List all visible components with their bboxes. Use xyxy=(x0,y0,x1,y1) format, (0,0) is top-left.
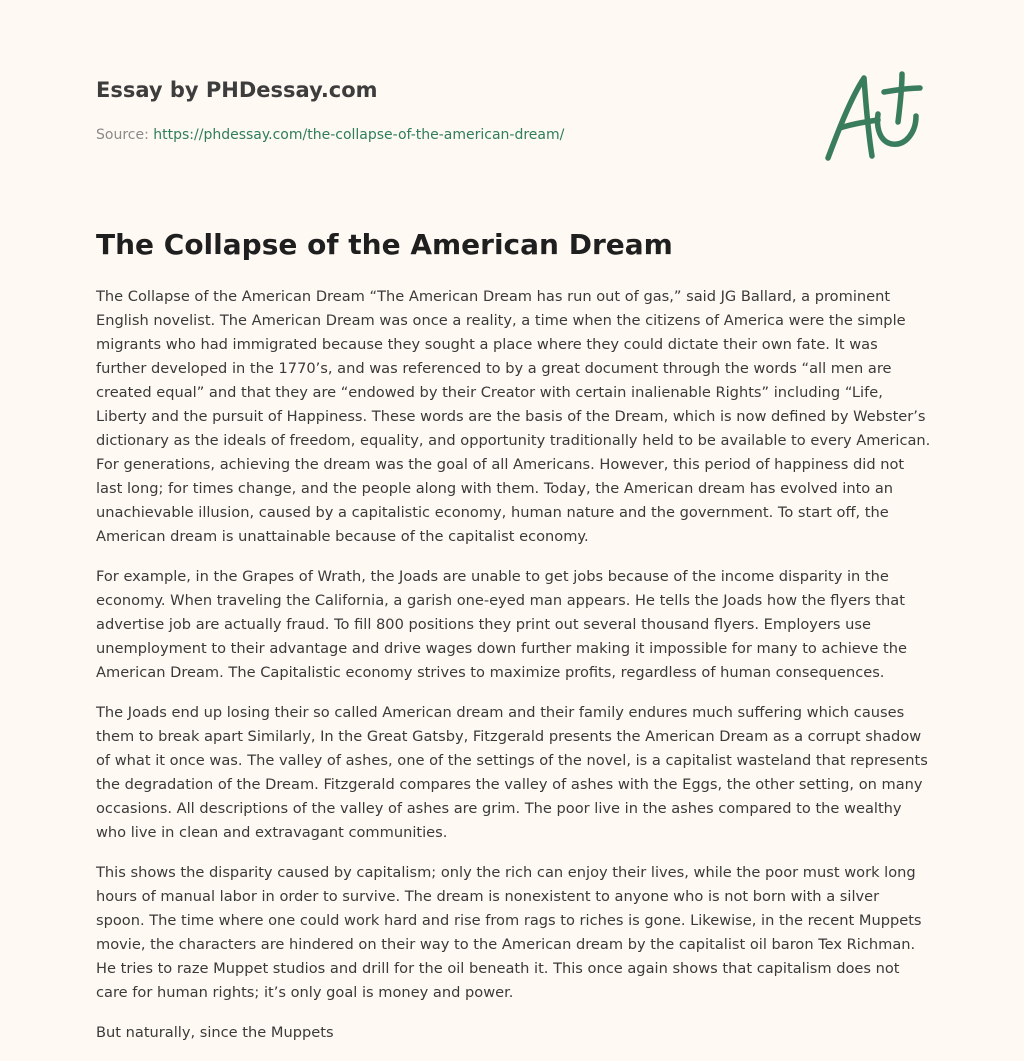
header xyxy=(96,76,696,145)
essay-paragraph: For example, in the Grapes of Wrath, the Joads are unable to get jobs because of the income disparity in the economy. When traveling the California, a garish one-eyed man appears. He tells the Joads how the flyers that advertise job are actually fraud. To fill 800 positions they print out several thousand flyers. Employers use unemployment to their advantage and drive wages down further making it impossible for many to achieve the American Dream. The Capitalistic economy strives to maximize profits, regardless of human consequences. xyxy=(96,568,907,681)
essay-paragraph: This shows the disparity caused by capitalism; only the rich can enjoy their lives, while the poor must work long hours of manual labor in order to survive. The dream is nonexistent to anyone who is not born with a silver spoon. The time where one could work hard and rise from rags to riches is gone. Likewise, in the recent Muppets movie, the characters are hindered on their way to the American dream by the capitalist oil baron Tex Richman. He tries to raze Muppet studios and drill for the oil beneath it. This once again shows that capitalism does not care for human rights; it’s only goal is money and power. xyxy=(96,864,922,1001)
source-link[interactable]: https://phdessay.com/the-collapse-of-the-american-dream/ xyxy=(153,127,565,143)
source-line xyxy=(96,125,696,145)
site-title: Essay by PHDessay.com xyxy=(96,78,378,102)
source-label: Source: xyxy=(96,127,154,143)
essay-paragraph: But naturally, since the Muppets xyxy=(96,1024,334,1041)
essay-paragraph: The Collapse of the American Dream “The American Dream has run out of gas,” said JG Ballard, a prominent English novelist. The American Dream was once a reality, a time when the citizens of America were the simple migrants who had immigrated because they sought a place where they could dictate their own fate. It was further developed in the 1770’s, and was referenced to by a great document through the words “all men are created equal” and that they are “endowed by their Creator with certain inalienable Rights” including “Life, Liberty and the pursuit of Happiness. These words are the basis of the Dream, which is now defined by Webster’s dictionary as the ideals of freedom, equality, and opportunity traditionally held to be available to every American. For generations, achieving the dream was the goal of all Americans. However, this period of happiness did not last long; for times change, and the people along with them. Today, the American dream has evolved into an unachievable illusion, caused by a capitalistic economy, human nature and the government. To start off, the American dream is unattainable because of the capitalist economy. xyxy=(96,288,931,545)
essay-body xyxy=(96,285,932,1061)
essay-title: The Collapse of the American Dream xyxy=(96,228,673,261)
a-plus-grade-icon xyxy=(818,66,930,166)
essay-paragraph: The Joads end up losing their so called American dream and their family endures much suffering which causes them to break apart Similarly, In the Great Gatsby, Fitzgerald presents the American Dream as a corrupt shadow of what it once was. The valley of ashes, one of the settings of the novel, is a capitalist wasteland that represents the degradation of the Dream. Fitzgerald compares the valley of ashes with the Eggs, the other setting, on many occasions. All descriptions of the valley of ashes are grim. The poor live in the ashes compared to the wealthy who live in clean and extravagant communities. xyxy=(96,704,928,841)
